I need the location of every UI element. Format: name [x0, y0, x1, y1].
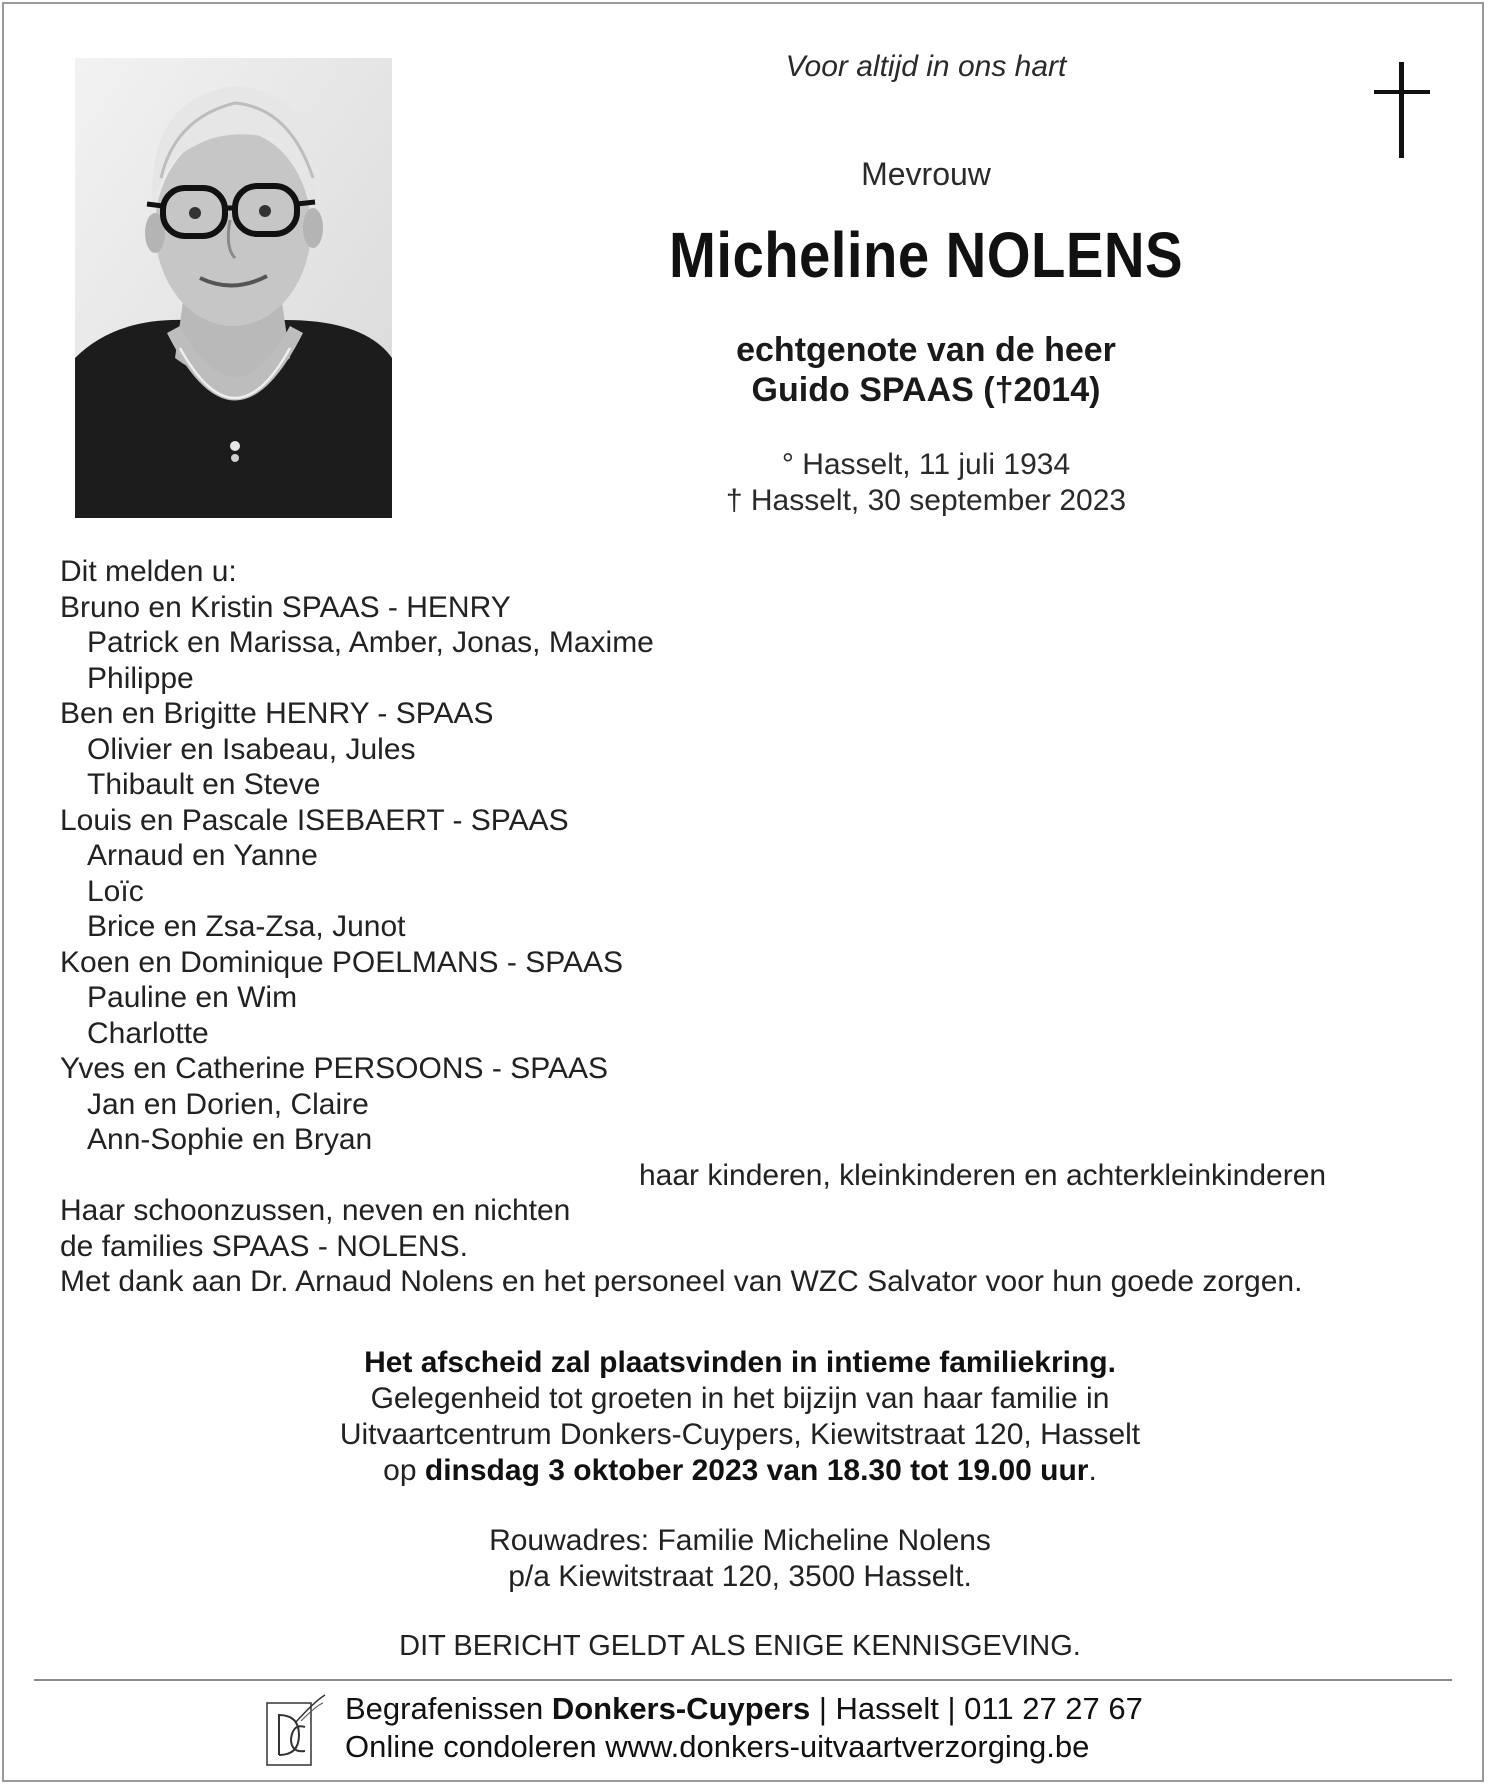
family-line: Patrick en Marissa, Amber, Jonas, Maxime	[87, 626, 654, 659]
funeral-when-suffix: .	[1088, 1454, 1097, 1487]
family-line: Ann-Sophie en Bryan	[87, 1123, 373, 1156]
family-line: Thibault en Steve	[87, 768, 321, 801]
funeral-line-2: Uitvaartcentrum Donkers-Cuypers, Kiewitstraat 120, Hasselt	[339, 1418, 1141, 1451]
footer-divider	[34, 1679, 1452, 1681]
family-line: Olivier en Isabeau, Jules	[87, 732, 416, 766]
honorific: Mevrouw	[861, 156, 991, 192]
footer-online: Online condoleren www.donkers-uitvaartverzorging.be	[345, 1729, 1090, 1764]
notice-statement: DIT BERICHT GELDT ALS ENIGE KENNISGEVING.	[399, 1630, 1081, 1662]
family-line: Brice en Zsa-Zsa, Junot	[87, 910, 406, 943]
deceased-name: Micheline NOLENS	[668, 219, 1184, 291]
family-intro: Dit melden u:	[60, 555, 237, 588]
family-line: Pauline en Wim	[87, 981, 298, 1014]
family-line: Ben en Brigitte HENRY - SPAAS	[60, 697, 494, 730]
family-line: Yves en Catherine PERSOONS - SPAAS	[60, 1052, 609, 1085]
mourning-address	[150, 1523, 1330, 1595]
funeral-info	[150, 1345, 1330, 1489]
spouse-info	[556, 330, 1296, 410]
family-thanks: Met dank aan Dr. Arnaud Nolens en het personeel van WZC Salvator voor hun goede zorgen.	[60, 1265, 1303, 1298]
spouse-line-1: echtgenote van de heer	[736, 331, 1116, 369]
family-line: Charlotte	[87, 1016, 209, 1050]
family-extra-1: Haar schoonzussen, neven en nichten	[60, 1194, 571, 1227]
spouse-line-2: Guido SPAAS (†2014)	[751, 371, 1101, 409]
birth-date: ° Hasselt, 11 juli 1934	[781, 448, 1071, 481]
funeral-when	[150, 1453, 1330, 1489]
funeral-home-logo-icon	[265, 1693, 327, 1769]
funeral-when-prefix: op	[383, 1454, 425, 1487]
family-line: Arnaud en Yanne	[87, 839, 318, 872]
family-extra-2: de families SPAAS - NOLENS.	[60, 1229, 468, 1263]
address-line-2: p/a Kiewitstraat 120, 3500 Hasselt.	[508, 1560, 972, 1593]
family-line: Jan en Dorien, Claire	[87, 1087, 369, 1121]
family-list	[60, 554, 1380, 1300]
family-line: Louis en Pascale ISEBAERT - SPAAS	[60, 803, 569, 837]
family-line: Koen en Dominique POELMANS - SPAAS	[60, 945, 624, 979]
death-date: † Hasselt, 30 september 2023	[725, 484, 1127, 517]
footer	[345, 1690, 1345, 1766]
family-line: Bruno en Kristin SPAAS - HENRY	[60, 590, 511, 624]
family-line: Loïc	[87, 874, 144, 908]
cross-icon	[1374, 62, 1430, 158]
footer-company: Donkers-Cuypers	[551, 1691, 811, 1726]
funeral-when-date: dinsdag 3 oktober 2023 van 18.30 tot 19.00 uur	[424, 1454, 1089, 1487]
footer-line-1	[345, 1690, 1345, 1728]
address-line-1: Rouwadres: Familie Micheline Nolens	[489, 1524, 991, 1557]
footer-phone: 011 27 27 67	[964, 1691, 1143, 1726]
family-line: Philippe	[87, 661, 194, 695]
portrait-photo	[75, 58, 392, 518]
footer-prefix: Begrafenissen	[345, 1691, 552, 1726]
funeral-heading: Het afscheid zal plaatsvinden in intieme familiekring.	[364, 1346, 1116, 1379]
funeral-line-1: Gelegenheid tot groeten in het bijzijn van haar familie in	[370, 1382, 1110, 1415]
motto: Voor altijd in ons hart	[785, 50, 1067, 83]
family-relation: haar kinderen, kleinkinderen en achterkleinkinderen	[639, 1158, 1327, 1192]
life-dates	[556, 447, 1296, 519]
footer-separator: | Hasselt |	[810, 1691, 965, 1726]
